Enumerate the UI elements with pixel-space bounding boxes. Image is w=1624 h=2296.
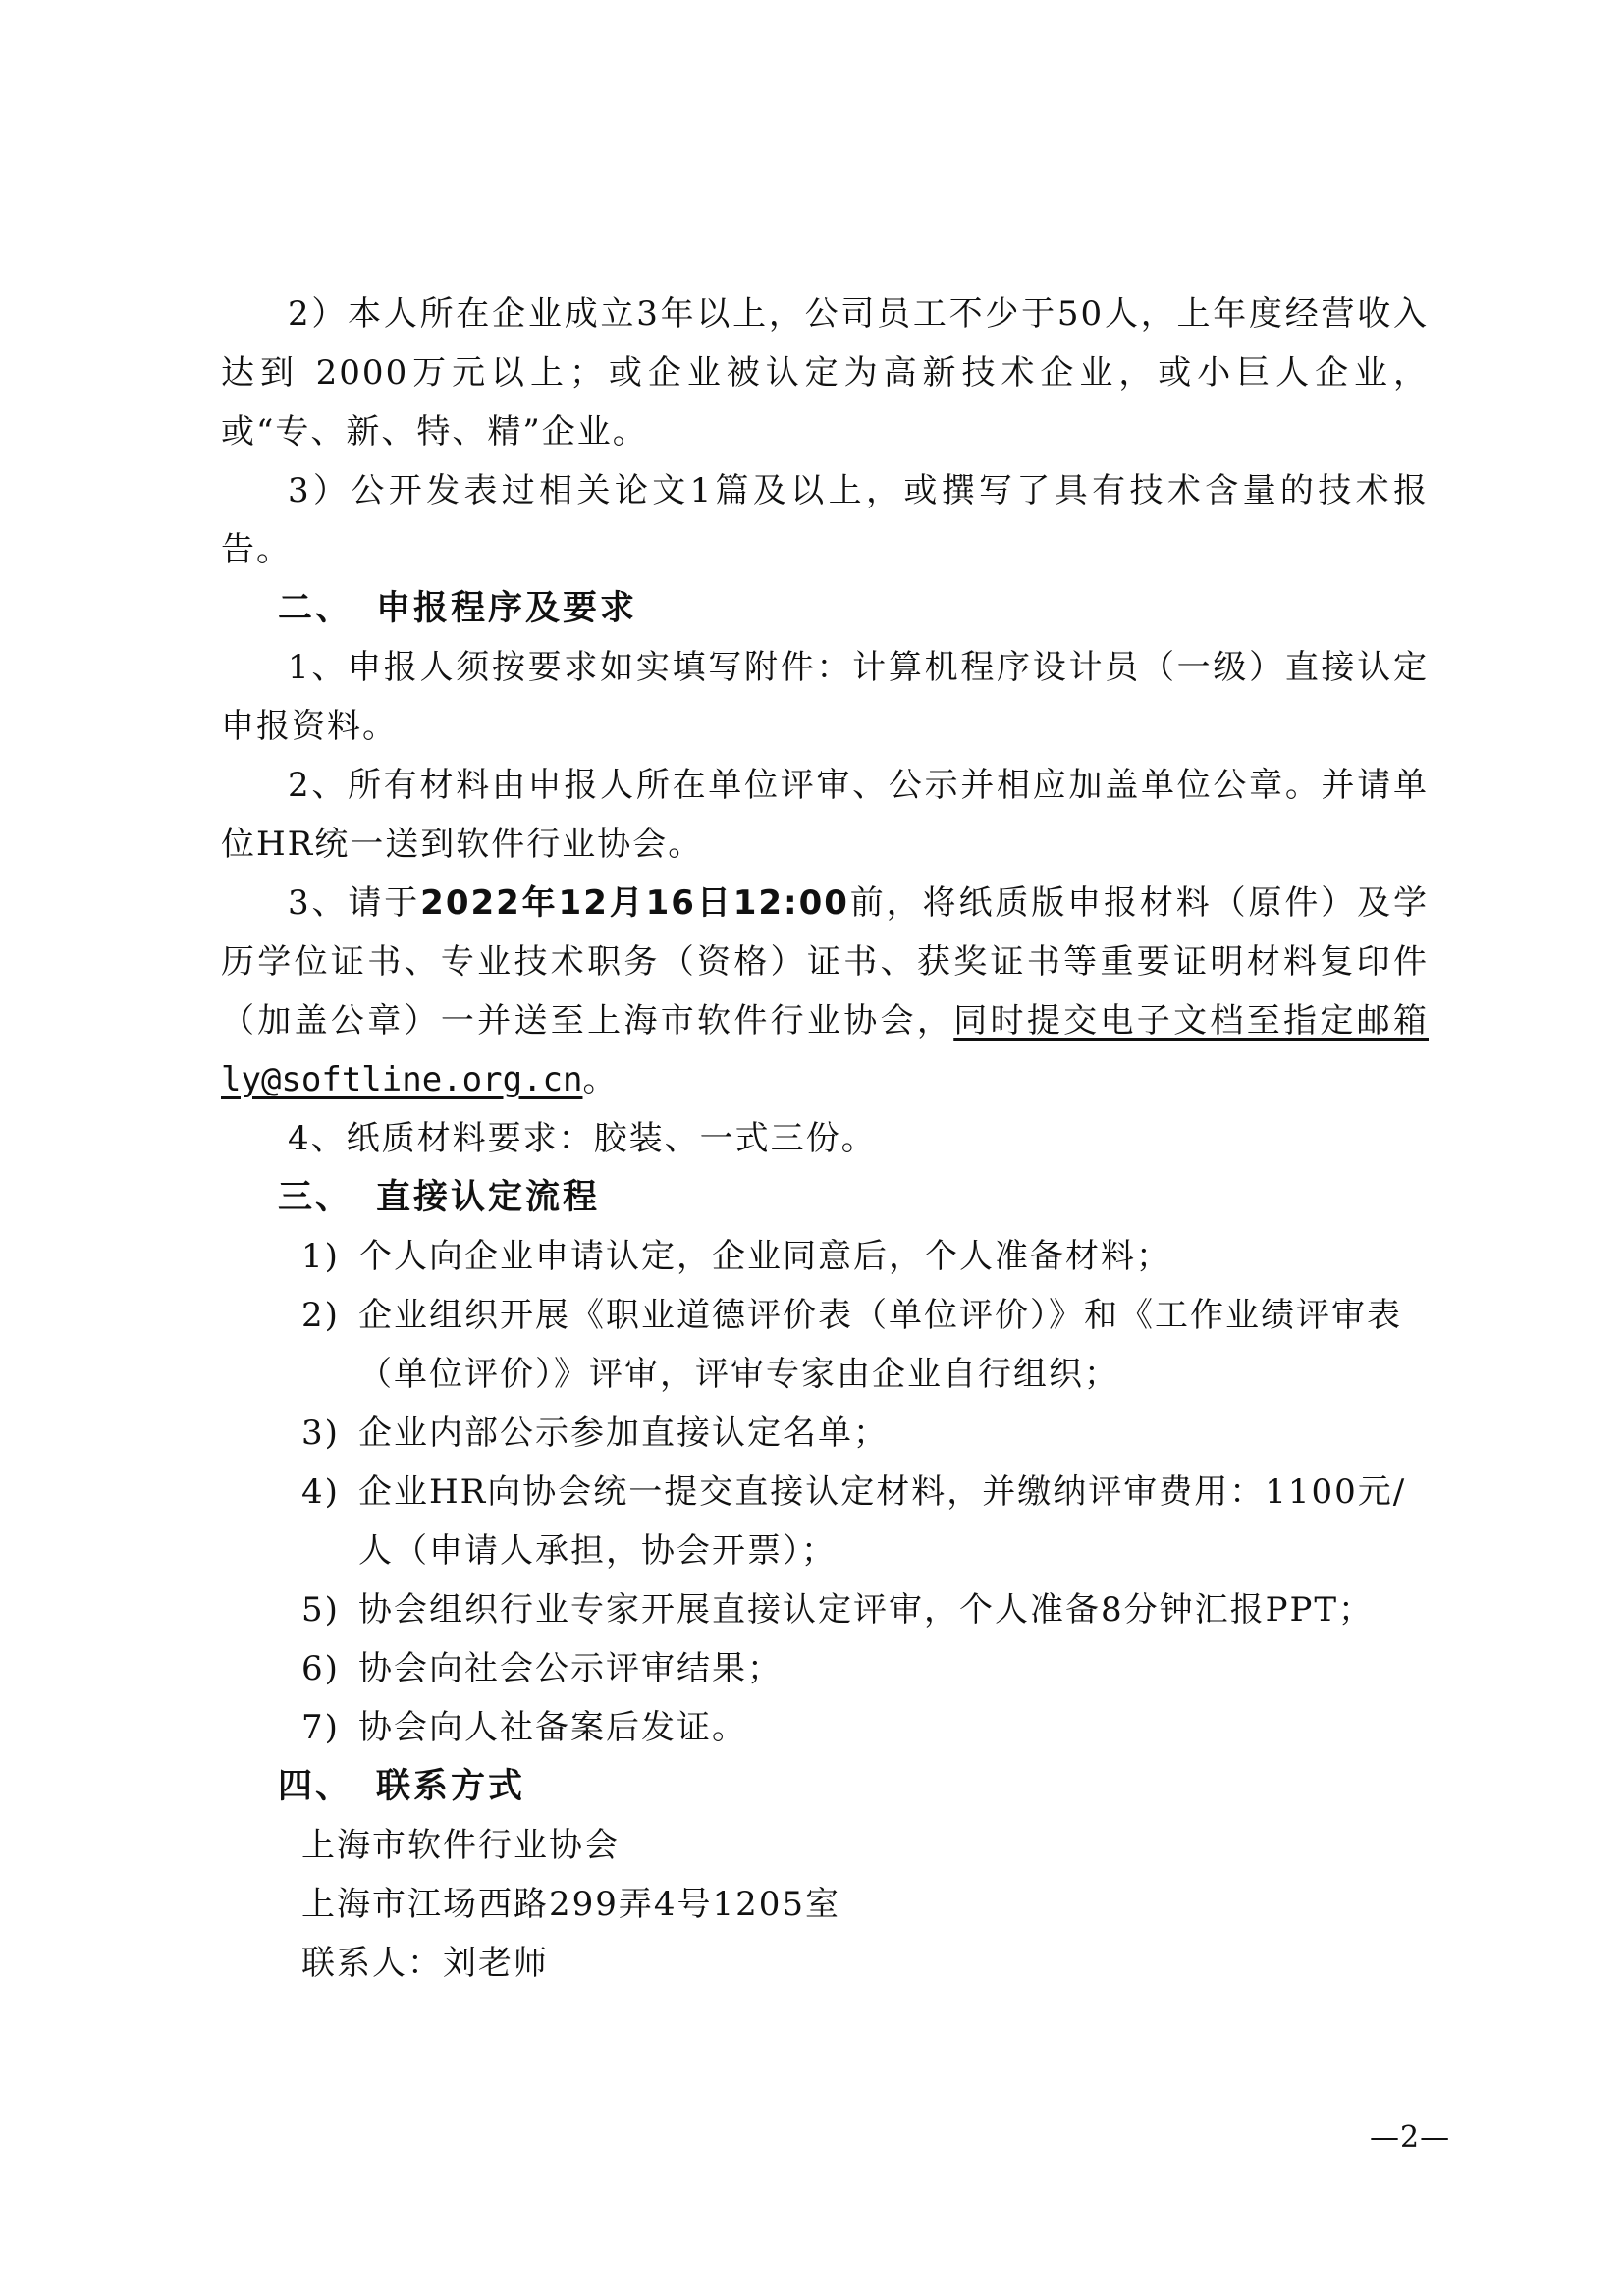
paragraph-requirement-3: 3）公开发表过相关论文1篇及以上，或撰写了具有技术含量的技术报告。 (221, 471, 1429, 569)
section-title: 直接认定流程 (376, 1178, 601, 1217)
item3-prefix: 3、请于 (288, 883, 421, 923)
contact-organization: 上海市软件行业协会 (301, 1826, 620, 1865)
item3-underlined-text: 同时提交电子文档至指定邮箱 (953, 1001, 1429, 1041)
item3-end: 。 (582, 1060, 619, 1099)
step-index: 2) (301, 1296, 340, 1335)
step-index: 7) (301, 1708, 340, 1747)
process-step (221, 1580, 1429, 1639)
page-number: —2— (1370, 2120, 1451, 2155)
step-text: 个人向企业申请认定，企业同意后，个人准备材料； (358, 1237, 1171, 1276)
section-number: 四、 (278, 1767, 353, 1806)
contact-person: 联系人：刘老师 (301, 1944, 549, 1983)
section-number: 三、 (278, 1178, 353, 1217)
process-step (221, 1639, 1429, 1698)
process-step (221, 1227, 1429, 1286)
step-text: 协会向社会公示评审结果； (358, 1649, 783, 1688)
email-link[interactable]: ly@softline.org.cn (221, 1060, 583, 1099)
step-text: 企业HR向协会统一提交直接认定材料，并缴纳评审费用：1100元/人（申请人承担，协会开票）； (358, 1472, 1407, 1571)
section-title: 联系方式 (376, 1767, 526, 1806)
paragraph-item-3 (221, 874, 1429, 1109)
item3-middle: 前，将纸质版申报材料（原件）及学历学位证书、专业技术职务（资格）证书、获奖证书等重要证明材料复印件（加盖公章）一并送至上海市软件行业协会， (221, 883, 1429, 1041)
step-index: 5) (301, 1590, 340, 1629)
step-index: 4) (301, 1472, 340, 1512)
step-index: 1) (301, 1237, 340, 1276)
process-steps-list (221, 1227, 1429, 1757)
section-title: 申报程序及要求 (376, 589, 638, 628)
paragraph-item-2: 2、所有材料由申报人所在单位评审、公示并相应加盖单位公章。并请单位HR统一送到软件行业协会。 (221, 766, 1429, 864)
paragraph-item-1: 1、申报人须按要求如实填写附件：计算机程序设计员（一级）直接认定申报资料。 (221, 648, 1429, 746)
process-step (221, 1698, 1429, 1757)
contact-address: 上海市江场西路299弄4号1205室 (301, 1885, 841, 1924)
step-text: 协会组织行业专家开展直接认定评审，个人准备8分钟汇报PPT； (358, 1590, 1375, 1629)
process-step (221, 1463, 1429, 1580)
paragraph-item-4: 4、纸质材料要求：胶装、一式三份。 (288, 1119, 877, 1158)
process-step (221, 1286, 1429, 1404)
section-heading-4 (221, 1757, 1429, 1816)
step-text: 协会向人社备案后发证。 (358, 1708, 747, 1747)
step-index: 6) (301, 1649, 340, 1688)
step-text: 企业内部公示参加直接认定名单； (358, 1414, 889, 1453)
step-text: 企业组织开展《职业道德评价表（单位评价）》和《工作业绩评审表（单位评价）》评审，评审专家由企业自行组织； (358, 1296, 1402, 1394)
step-index: 3) (301, 1414, 340, 1453)
process-step (221, 1404, 1429, 1463)
deadline-date: 2022年12月16日12:00 (420, 883, 849, 923)
section-number: 二、 (278, 589, 353, 628)
section-heading-3 (221, 1168, 1429, 1227)
section-heading-2 (221, 579, 1429, 638)
paragraph-requirement-2: 2）本人所在企业成立3年以上，公司员工不少于50人，上年度经营收入达到 2000万元以上；或企业被认定为高新技术企业，或小巨人企业，或“专、新、特、精”企业。 (221, 294, 1429, 452)
document-body (221, 285, 1429, 1993)
